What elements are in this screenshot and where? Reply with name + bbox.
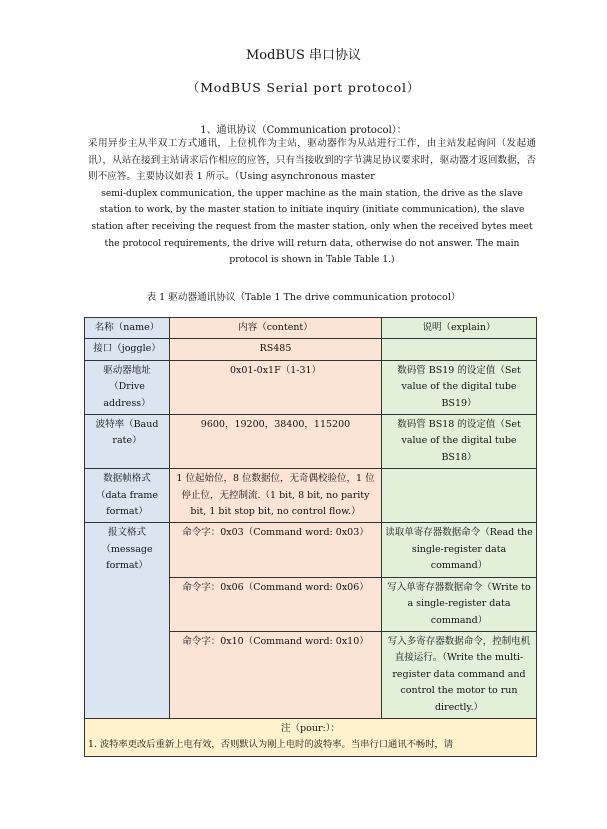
table-row — [85, 469, 537, 523]
note-cell — [85, 718, 537, 756]
table-row — [85, 523, 537, 577]
section-heading: 1、通讯协议（Communication protocol）： — [200, 125, 407, 136]
row-name: 驱动器地址（Drive address） — [85, 360, 170, 414]
table-caption: 表 1 驱动器通讯协议（Table 1 The drive communication protocol） — [146, 292, 461, 303]
intro-paragraph — [88, 136, 536, 269]
note-title: 注（pour:）： — [281, 722, 340, 734]
table-row — [85, 415, 537, 469]
intro-english: semi-duplex communication, the upper machine as the main station, the drive as the slave station to work, by the master station to initiate inquiry (initiate communication), the slave station after receiving the request from the master station, only when the received bytes meet the protocol requirements, the drive will return data, otherwise do not answer. The main protocol is shown in Table Table 1.) — [91, 187, 533, 266]
row-name: 波特率（Baud rate） — [85, 415, 170, 469]
header-name: 名称（name） — [85, 318, 170, 339]
command-explain: 写入单寄存器数据命令（Write to a single-register data command） — [382, 577, 537, 631]
intro-chinese: 采用异步主从半双工方式通讯，上位机作为主站，驱动器作为从站进行工作，由主站发起询问（发起通讯），从站在接到主站请求后作相应的应答，只有当接收到的字节满足协议要求时，驱动器才返回数据，否则不应答。主要协议如表 1 所示。（Using asynchronous master — [88, 138, 536, 183]
note-row — [85, 718, 537, 756]
message-format-label: 报文格式（message format） — [85, 523, 170, 718]
command-content: 命令字：0x06（Command word: 0x06） — [170, 577, 382, 631]
row-explain: 数码管 BS18 的设定值（Set value of the digital tube BS18） — [382, 415, 537, 469]
row-content: 9600，19200，38400，115200 — [170, 415, 382, 469]
page-subtitle: （ModBUS Serial port protocol） — [186, 80, 421, 95]
table-header-row — [85, 318, 537, 339]
header-explain: 说明（explain） — [382, 318, 537, 339]
table-row — [85, 339, 537, 360]
page-title: ModBUS 串口协议 — [245, 48, 361, 63]
command-explain: 写入多寄存器数据命令，控制电机直接运行。（Write the multi-register data command and control the motor to run directly.） — [382, 631, 537, 718]
command-content: 命令字：0x03（Command word: 0x03） — [170, 523, 382, 577]
header-content: 内容（content） — [170, 318, 382, 339]
protocol-table — [84, 317, 537, 757]
row-name: 接口（joggle） — [85, 339, 170, 360]
row-content: 0x01-0x1F（1-31） — [170, 360, 382, 414]
row-explain — [382, 339, 537, 360]
row-content: RS485 — [170, 339, 382, 360]
row-explain — [382, 469, 537, 523]
note-line: 1. 波特率更改后重新上电有效，否则默认为刚上电时的波特率。当串行口通讯不畅时，请 — [88, 739, 454, 751]
row-explain: 数码管 BS19 的设定值（Set value of the digital tube BS19） — [382, 360, 537, 414]
row-content: 1 位起始位，8 位数据位，无奇偶校验位，1 位停止位，无控制流.（1 bit, 8 bit, no parity bit, 1 bit stop bit, no control flow.） — [170, 469, 382, 523]
command-content: 命令字：0x10（Command word: 0x10） — [170, 631, 382, 718]
table-row — [85, 360, 537, 414]
command-explain: 读取单寄存器数据命令（Read the single-register data command） — [382, 523, 537, 577]
row-name: 数据帧格式（data frame format） — [85, 469, 170, 523]
